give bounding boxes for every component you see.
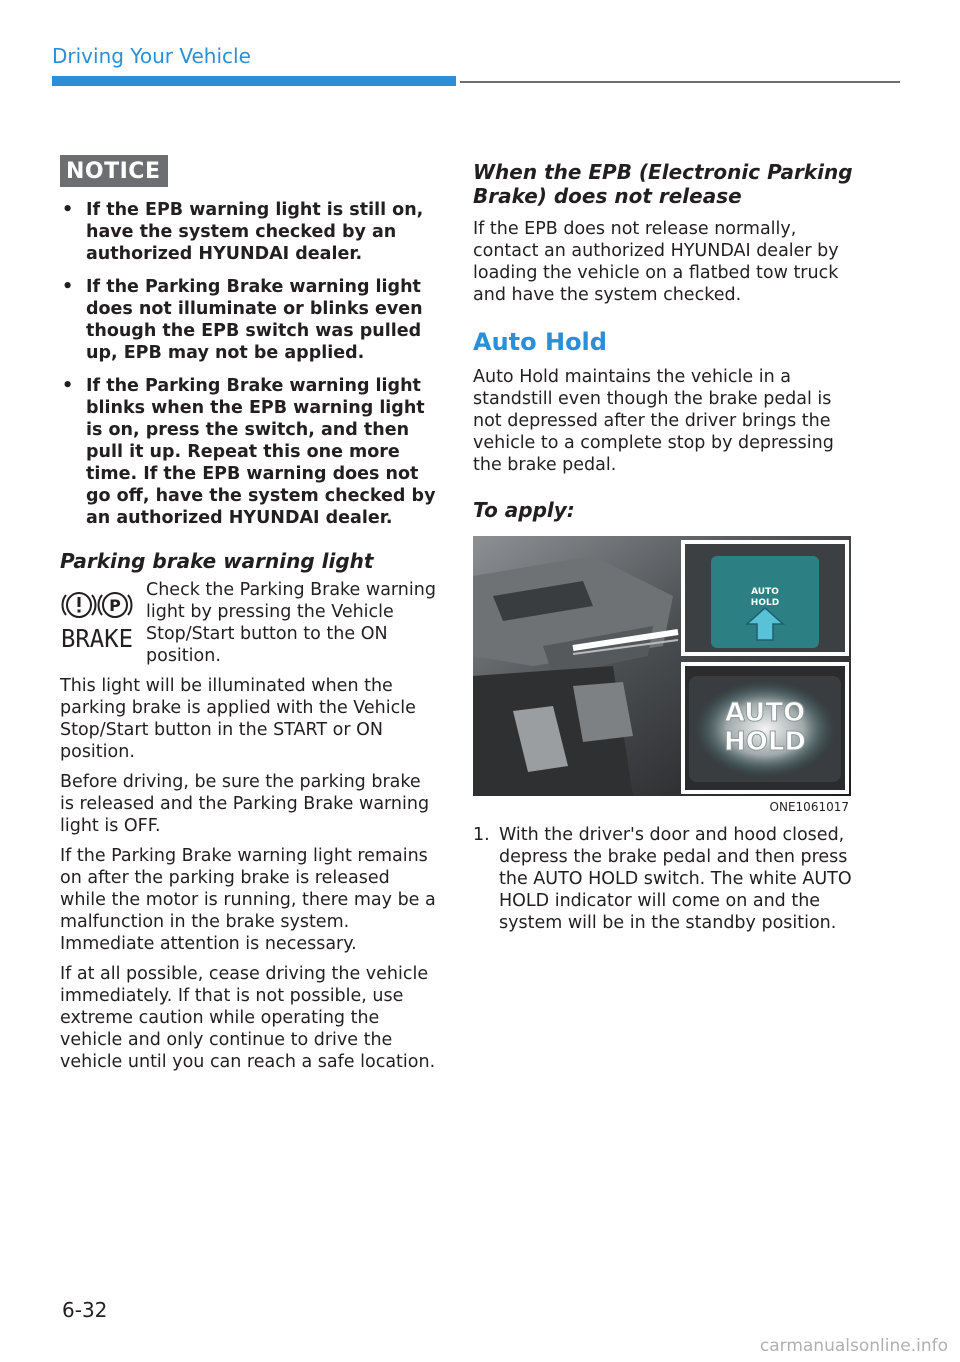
- watermark[interactable]: carmanualsonline.info: [759, 1336, 948, 1356]
- right-column: [473, 160, 853, 934]
- step-item: [473, 824, 853, 934]
- notice-item: • If the EPB warning light is still on, have the system checked by an authorized HYUNDAI dealer.: [60, 199, 438, 265]
- auto-hold-figure: [473, 536, 851, 796]
- epb-release-heading: When the EPB (Electronic Parking Brake) does not release: [473, 160, 853, 208]
- notice-item: • If the Parking Brake warning light does not illuminate or blinks even though the EPB switch was pulled up, EPB may not be applied.: [60, 276, 438, 364]
- header-bar-gray: [460, 81, 900, 83]
- brake-icon-text: Check the Parking Brake warning light by pressing the Vehicle Stop/Start button to the ON position.: [146, 580, 436, 666]
- step-text: With the driver's door and hood closed, depress the brake pedal and then press the AUTO HOLD switch. The white AUTO HOLD indicator will come on and the system will be in the standby position.: [499, 825, 852, 933]
- header-title: Driving Your Vehicle: [52, 44, 251, 68]
- brake-icon-word: BRAKE: [61, 624, 133, 651]
- indicator-label-1: AUTO: [724, 698, 806, 728]
- steps-list: [473, 824, 853, 934]
- parking-light-heading: Parking brake warning light: [60, 549, 374, 573]
- parking-brake-warning-icon: [60, 587, 134, 667]
- parking-light-p2: Before driving, be sure the parking brake is released and the Parking Brake warning light is OFF.: [60, 772, 430, 836]
- parking-light-p3: If the Parking Brake warning light remains on after the parking brake is released while the motor is running, there may be a malfunction in the brake system. Immediate attention is necessary.: [60, 846, 436, 954]
- parking-light-p1: This light will be illuminated when the parking brake is applied with the Vehicle Stop/Start button in the START or ON position.: [60, 676, 416, 762]
- auto-hold-text: Auto Hold maintains the vehicle in a standstill even though the brake pedal is not depressed after the driver brings the vehicle to a complete stop by depressing the brake pedal.: [473, 367, 834, 475]
- notice-badge: NOTICE: [60, 155, 168, 187]
- figure-code: ONE1061017: [769, 800, 849, 814]
- step-number: 1.: [473, 825, 490, 845]
- auto-hold-heading: Auto Hold: [473, 328, 607, 356]
- indicator-label-2: HOLD: [723, 727, 807, 757]
- left-column: [60, 155, 438, 1073]
- header-bar-blue: [52, 76, 456, 86]
- notice-item: • If the Parking Brake warning light blinks when the EPB warning light is on, press the switch, and then pull it up. Repeat this one more time. If the EPB warning does not go off, have the system checked by an authorized HYUNDAI dealer.: [60, 375, 438, 529]
- notice-list: [60, 199, 438, 529]
- parking-light-p4: If at all possible, cease driving the vehicle immediately. If that is not possible, use extreme caution while operating the vehicle and only continue to drive the vehicle until you can reach a safe location.: [60, 964, 436, 1072]
- page-number: 6-32: [62, 1298, 108, 1322]
- svg-text:P: P: [109, 596, 121, 615]
- brake-icon-block: [60, 580, 438, 667]
- switch-label-1: AUTO: [751, 587, 779, 597]
- switch-label-2: HOLD: [750, 598, 780, 608]
- to-apply-heading: To apply:: [473, 498, 575, 522]
- epb-release-text: If the EPB does not release normally, contact an authorized HYUNDAI dealer by loading the vehicle on a flatbed tow truck and have the system checked.: [473, 219, 839, 305]
